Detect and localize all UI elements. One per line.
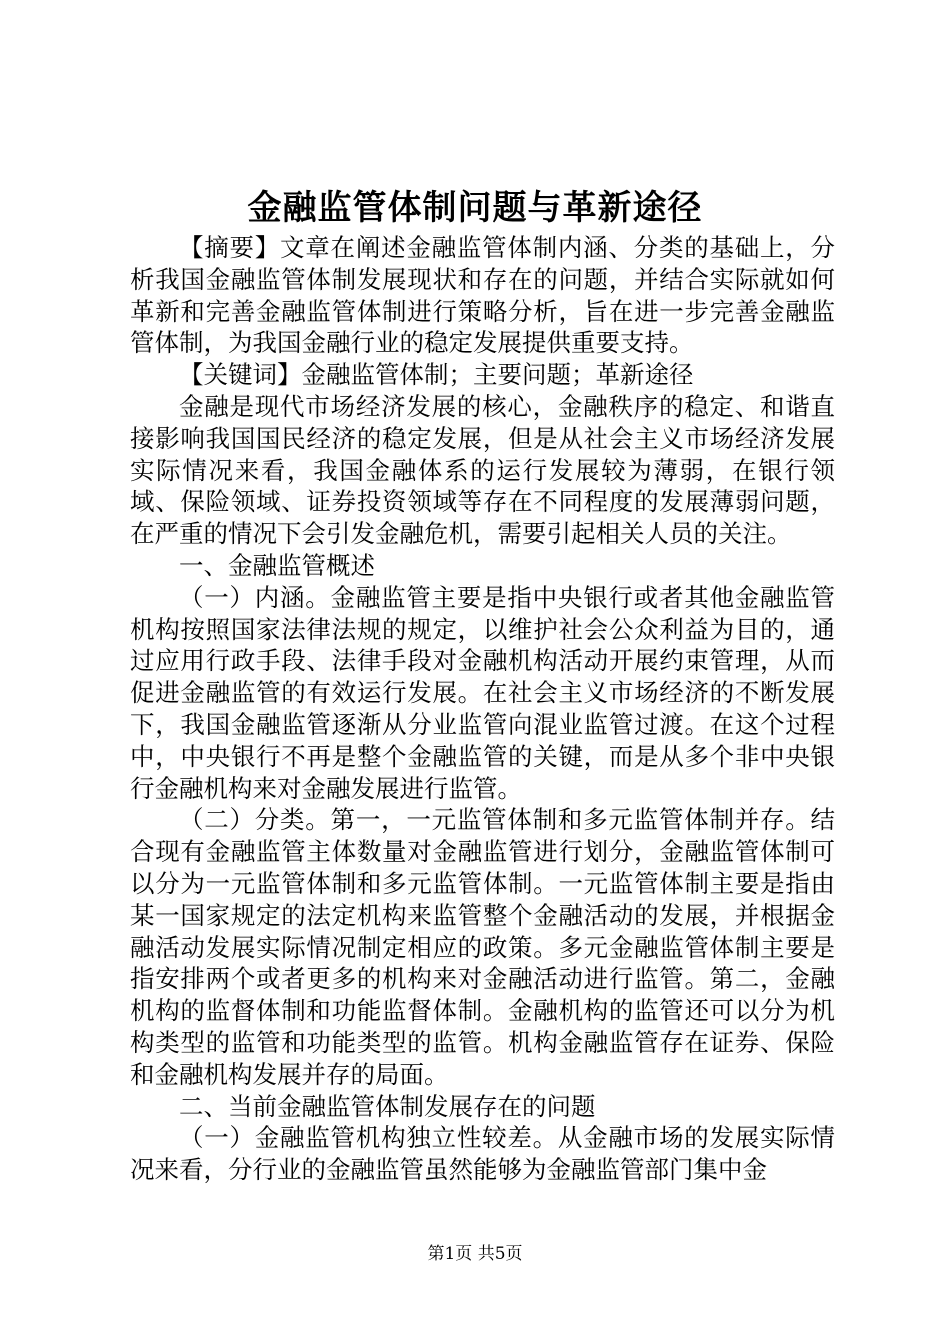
document-title: 金融监管体制问题与革新途径 [247, 188, 703, 228]
body-paragraph-classification: （二）分类。第一，一元监管体制和多元监管体制并存。结合现有金融监管主体数量对金融监管进行划分，金融监管体制可以分为一元监管体制和多元监管体制。一元监管体制主要是指由某一国家规定的法定机构来监管整个金融活动的发展，并根据金融活动发展实际情况制定相应的政策。多元金融监管体制主要是指安排两个或者更多的机构来对金融活动进行监管。第二，金融机构的监督体制和功能监督体制。金融机构的监管还可以分为机构类型的监管和功能类型的监管。机构金融监管存在证券、保险和金融机构发展并存的局面。 [130, 805, 835, 1089]
abstract-paragraph: 【摘要】文章在阐述金融监管体制内涵、分类的基础上，分析我国金融监管体制发展现状和存在的问题，并结合实际就如何革新和完善金融监管体制进行策略分析，旨在进一步完善金融监管体制，为我国金融行业的稳定发展提供重要支持。 [130, 233, 835, 358]
body-paragraph-connotation: （一）内涵。金融监管主要是指中央银行或者其他金融监管机构按照国家法律法规的规定，以维护社会公众利益为目的，通过应用行政手段、法律手段对金融机构活动开展约束管理，从而促进金融监管的有效运行发展。在社会主义市场经济的不断发展下，我国金融监管逐渐从分业监管向混业监管过渡。在这个过程中，中央银行不再是整个金融监管的关键，而是从多个非中央银行金融机构来对金融发展进行监管。 [130, 582, 835, 803]
document-body [130, 232, 835, 1186]
page-footer: 第1页 共5页 [427, 1244, 523, 1264]
keywords-paragraph: 【关键词】金融监管体制；主要问题；革新途径 [179, 360, 694, 390]
section-heading-1: 一、金融监管概述 [179, 550, 375, 580]
intro-paragraph: 金融是现代市场经济发展的核心，金融秩序的稳定、和谐直接影响我国国民经济的稳定发展，但是从社会主义市场经济发展实际情况来看，我国金融体系的运行发展较为薄弱，在银行领域、保险领域、证券投资领域等存在不同程度的发展薄弱问题，在严重的情况下会引发金融危机，需要引起相关人员的关注。 [130, 391, 835, 549]
body-paragraph-independence: （一）金融监管机构独立性较差。从金融市场的发展实际情况来看，分行业的金融监管虽然能够为金融监管部门集中金 [130, 1123, 835, 1185]
section-heading-2: 二、当前金融监管体制发展存在的问题 [179, 1091, 596, 1121]
